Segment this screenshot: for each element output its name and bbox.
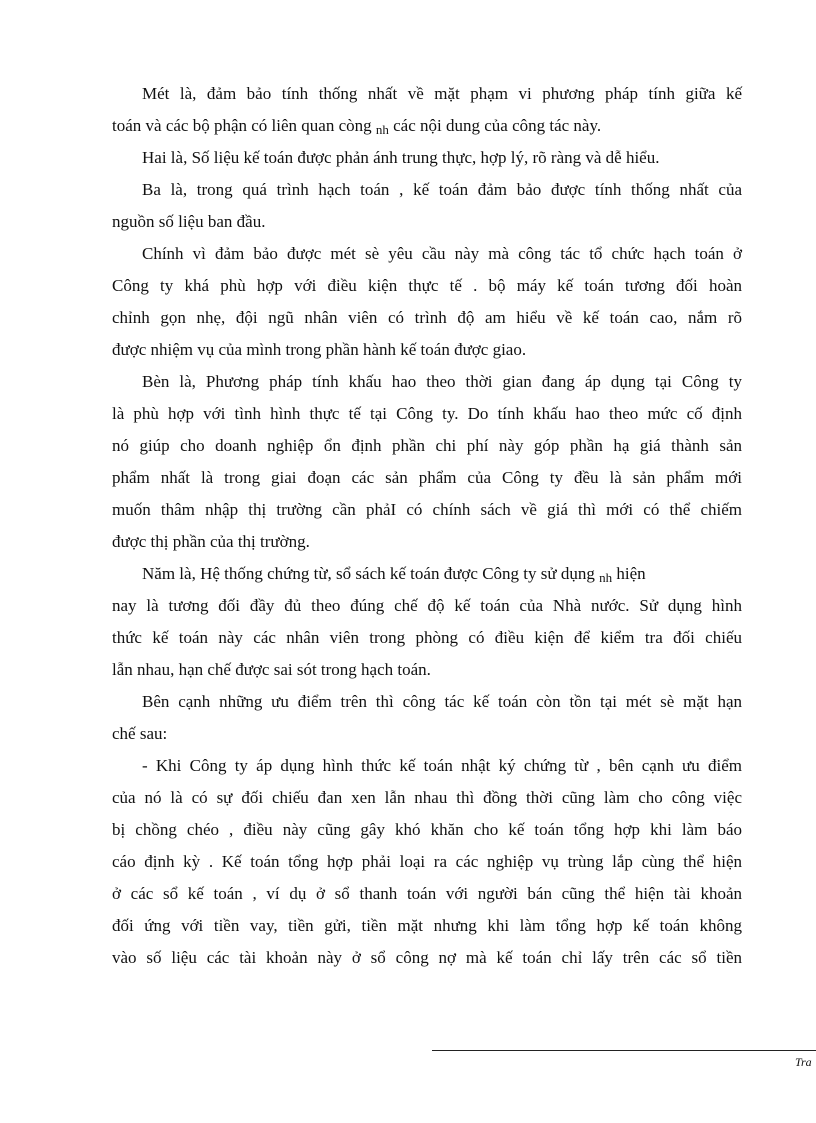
text-line: Ba là, trong quá trình hạch toán , kế toán đảm bảo được tính thống nhất của: [142, 180, 742, 199]
text-line: chế sau:: [112, 724, 168, 743]
text-line: đối ứng với tiền vay, tiền gửi, tiền mặt nhưng khi làm tổng hợp kế toán không: [112, 916, 742, 935]
text-line: toán và các bộ phận có liên quan còng nh các nội dung của công tác này.: [112, 116, 602, 137]
text-line: Năm là, Hệ thống chứng từ, sổ sách kế toán được Công ty sử dụng nh hiện: [142, 564, 646, 585]
text-line: Mét là, đảm bảo tính thống nhất về mặt phạm vi phương pháp tính giữa kế: [142, 84, 742, 103]
footer-rule: [432, 1050, 816, 1051]
text-line: nguồn số liệu ban đầu.: [112, 212, 266, 231]
text-line: Bèn là, Phương pháp tính khấu hao theo thời gian đang áp dụng tại Công ty: [142, 372, 742, 391]
text-line: bị chồng chéo , điều này cũng gây khó khăn cho kế toán tổng hợp khi làm báo: [112, 820, 742, 839]
text-line: cáo định kỳ . Kế toán tổng hợp phải loại ra các nghiệp vụ trùng lắp cùng thể hiện: [112, 852, 742, 871]
text-line: nay là tương đối đầy đủ theo đúng chế độ kế toán của Nhà nước. Sử dụng hình: [112, 596, 742, 615]
text-line: Bên cạnh những ưu điểm trên thì công tác kế toán còn tồn tại mét sè mặt hạn: [142, 692, 742, 711]
text-line: được nhiệm vụ của mình trong phần hành kế toán được giao.: [112, 340, 527, 359]
text-line: nó giúp cho doanh nghiệp ổn định phần chi phí này góp phần hạ giá thành sản: [112, 436, 742, 455]
text-line: - Khi Công ty áp dụng hình thức kế toán nhật ký chứng từ , bên cạnh ưu điểm: [142, 756, 742, 775]
text-line: lẫn nhau, hạn chế được sai sót trong hạch toán.: [112, 660, 431, 679]
text-line: thức kế toán này các nhân viên trong phòng có điều kiện để kiểm tra đối chiếu: [112, 628, 742, 647]
text-line: Chính vì đảm bảo được mét sè yêu cầu này mà công tác tổ chức hạch toán ở: [142, 244, 742, 263]
text-line: Công ty khá phù hợp với điều kiện thực tế . bộ máy kế toán tương đối hoàn: [112, 276, 742, 295]
text-line: ở các sổ kế toán , ví dụ ở sổ thanh toán với người bán cũng thể hiện tài khoản: [112, 884, 742, 903]
small-fragment: nh: [375, 122, 389, 137]
text-line: của nó là có sự đối chiếu đan xen lẫn nhau thì đồng thời cũng làm cho công việc: [112, 788, 742, 807]
text-line: được thị phần của thị trường.: [112, 532, 310, 551]
page-label: Tra: [795, 1055, 812, 1069]
text-line: Hai là, Số liệu kế toán được phản ánh trung thực, hợp lý, rõ ràng và dễ hiểu.: [142, 148, 660, 167]
text-line: là phù hợp với tình hình thực tế tại Công ty. Do tính khấu hao theo mức cố định: [112, 404, 742, 423]
small-fragment: nh: [599, 570, 613, 585]
text-line: chỉnh gọn nhẹ, đội ngũ nhân viên có trình độ am hiểu về kế toán cao, nắm rõ: [112, 308, 742, 327]
text-line: phẩm nhất là trong giai đoạn các sản phẩm của Công ty đều là sản phẩm mới: [112, 468, 742, 487]
text-line: vào số liệu các tài khoản này ở sổ công nợ mà kế toán chỉ lấy trên các sổ tiền: [112, 948, 742, 967]
text-line: muốn thâm nhập thị trường cần phảI có chính sách về giá thì mới có thể chiếm: [112, 500, 742, 519]
